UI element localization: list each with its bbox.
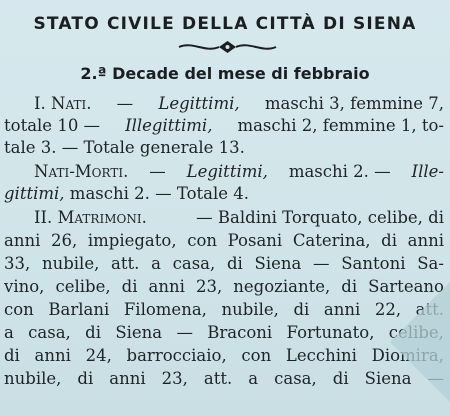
nati-line-2 — [4, 115, 444, 137]
matrimoni-label: II. Matrimoni. — [34, 208, 147, 227]
ornament-divider-icon — [175, 39, 280, 55]
light-glare — [390, 282, 450, 402]
section-subtitle: 2.ª Decade del mese di febbraio — [80, 64, 370, 83]
matrimoni-line-3: 33, nubile, att. a casa, di Siena — Santoni Sa- — [4, 254, 444, 273]
nati-illeg: Illegittimi, — [125, 116, 213, 135]
matrimoni-line-4: vino, celibe, di anni 23, negoziante, di Sarteano — [4, 277, 444, 296]
nati-morti-illeg-part2: gittimi, — [4, 184, 65, 203]
nati-morti-illeg-part1: Ille- — [411, 162, 444, 181]
nati-label: I. Nati. — [34, 94, 92, 113]
nati-line-1 — [34, 93, 444, 115]
nati-line-3: tale 3. — Totale generale 13. — [4, 138, 245, 157]
matrimoni-line-8: nubile, di anni 23, att. a casa, di Siena — — [4, 369, 444, 388]
page-title: STATO CIVILE DELLA CITTÀ DI SIENA — [33, 14, 417, 34]
nati-line1-rest: maschi 3, femmine 7, — [264, 94, 444, 113]
nati-morti-line1-rest: maschi 2. — — [288, 162, 391, 181]
nati-morti-line-2 — [4, 183, 444, 205]
nati-morti-legit: Legittimi, — [186, 162, 268, 181]
matrimoni-line-6: a casa, di Siena — Braconi Fortunato, celibe, — [4, 323, 444, 342]
nati-morti-label: Nati-Morti. — [34, 162, 129, 181]
nati-line2-a: totale 10 — — [4, 116, 101, 135]
nati-legit: Legittimi, — [158, 94, 240, 113]
matrimoni-line-text: — Baldini Torquato, celibe, di — [196, 208, 444, 227]
nati-morti-line-1 — [34, 161, 444, 183]
nati-morti-line2-rest: maschi 2. — Totale 4. — [69, 184, 250, 203]
dash: — — [149, 162, 166, 181]
matrimoni-line-2: anni 26, impiegato, con Posani Caterina, di anni — [4, 231, 444, 250]
nati-line2-b: maschi 2, femmine 1, to- — [237, 116, 444, 135]
matrimoni-line-1 — [34, 207, 444, 229]
matrimoni-line-5: con Barlani Filomena, nubile, di anni 22, att. — [4, 300, 444, 319]
dash: — — [116, 94, 134, 113]
matrimoni-line-7: di anni 24, barrocciaio, con Lecchini Diomira, — [4, 346, 444, 365]
